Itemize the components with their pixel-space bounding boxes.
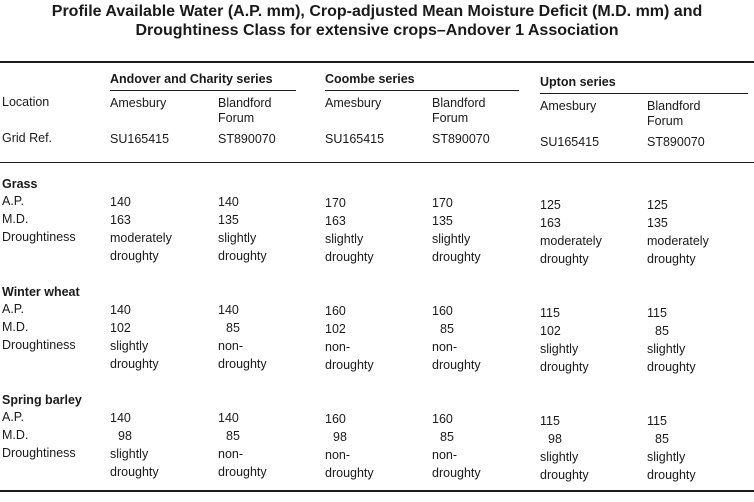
md-value: 98 [118, 429, 132, 443]
ap-value: 140 [110, 303, 131, 317]
md-label: M.D. [2, 320, 29, 334]
md-value: 98 [548, 432, 562, 446]
droughtiness-value: droughty [110, 249, 159, 263]
ap-value: 160 [432, 412, 453, 426]
md-value: 102 [325, 322, 346, 336]
site-grid-ref: SU165415 [110, 132, 170, 146]
site-location: Blandford Forum [218, 96, 272, 125]
droughtiness-value: slightly [110, 339, 149, 353]
droughtiness-value: droughty [325, 466, 374, 480]
ap-value: 125 [647, 198, 668, 212]
ap-value: 140 [110, 195, 131, 209]
droughtiness-value: non- [325, 448, 351, 462]
ap-value: 170 [325, 196, 346, 210]
md-label: M.D. [2, 212, 29, 226]
grid-ref-label: Grid Ref. [2, 131, 53, 145]
crop-name: Grass [2, 177, 38, 191]
droughtiness-value: droughty [110, 465, 159, 479]
md-value: 163 [540, 216, 561, 230]
droughtiness-value: non- [432, 340, 458, 354]
md-value: 135 [432, 214, 453, 228]
site-location: Blandford Forum [647, 99, 701, 128]
title-line-2: Droughtiness Class for extensive crops–Andover 1 Association [135, 22, 619, 39]
droughtiness-value: droughty [325, 250, 374, 264]
series-header: Coombe series [325, 72, 415, 86]
md-value: 98 [333, 430, 347, 444]
droughtiness-value: droughty [218, 357, 267, 371]
md-value: 163 [325, 214, 346, 228]
droughtiness-value: droughty [432, 250, 481, 264]
crop-name: Spring barley [2, 393, 82, 407]
md-label: M.D. [2, 428, 29, 442]
droughtiness-value: moderately [647, 234, 709, 248]
droughtiness-value: non- [218, 339, 244, 353]
site-location: Amesbury [110, 96, 167, 110]
md-value: 135 [218, 213, 239, 227]
droughtiness-value: droughty [647, 252, 696, 266]
md-value: 102 [110, 321, 131, 335]
title-line-1: Profile Available Water (A.P. mm), Crop-adjusted Mean Moisture Deficit (M.D. mm) and [51, 3, 703, 20]
ap-value: 160 [325, 412, 346, 426]
droughtiness-value: droughty [432, 358, 481, 372]
ap-label: A.P. [2, 194, 25, 208]
droughtiness-value: droughty [540, 252, 589, 266]
md-value: 85 [226, 321, 240, 335]
site-grid-ref: SU165415 [325, 132, 385, 146]
ap-label: A.P. [2, 410, 25, 424]
site-grid-ref: SU165415 [540, 135, 600, 149]
site-location: Amesbury [325, 96, 382, 110]
droughtiness-value: droughty [218, 249, 267, 263]
ap-value: 115 [647, 414, 667, 428]
ap-label: A.P. [2, 302, 25, 316]
droughtiness-value: droughty [647, 468, 696, 482]
droughtiness-value: droughty [432, 466, 481, 480]
droughtiness-value: slightly [647, 450, 686, 464]
ap-value: 160 [325, 304, 346, 318]
top-rule [0, 61, 754, 63]
bottom-rule [0, 490, 754, 492]
droughtiness-value: slightly [540, 450, 579, 464]
droughtiness-value: slightly [110, 447, 149, 461]
md-value: 85 [655, 432, 669, 446]
md-value: 163 [110, 213, 131, 227]
ap-value: 140 [218, 411, 239, 425]
series-header: Upton series [540, 75, 616, 89]
site-grid-ref: ST890070 [432, 132, 490, 146]
md-value: 85 [440, 322, 454, 336]
header-rule [0, 162, 754, 163]
droughtiness-label: Droughtiness [2, 446, 76, 460]
ap-value: 140 [218, 195, 239, 209]
ap-value: 115 [540, 414, 560, 428]
droughtiness-value: moderately [540, 234, 602, 248]
ap-value: 115 [540, 306, 560, 320]
droughtiness-value: non- [432, 448, 458, 462]
ap-value: 170 [432, 196, 453, 210]
droughtiness-label: Droughtiness [2, 230, 76, 244]
droughtiness-value: slightly [325, 232, 364, 246]
droughtiness-value: slightly [647, 342, 686, 356]
crop-name: Winter wheat [2, 285, 80, 299]
droughtiness-value: droughty [110, 357, 159, 371]
site-grid-ref: ST890070 [647, 135, 705, 149]
droughtiness-value: droughty [325, 358, 374, 372]
site-grid-ref: ST890070 [218, 132, 276, 146]
series-underline [540, 93, 748, 94]
droughtiness-value: non- [218, 447, 244, 461]
droughtiness-value: droughty [647, 360, 696, 374]
series-header: Andover and Charity series [110, 72, 273, 86]
md-value: 85 [226, 429, 240, 443]
droughtiness-value: slightly [540, 342, 579, 356]
md-value: 135 [647, 216, 668, 230]
ap-value: 115 [647, 306, 667, 320]
md-value: 102 [540, 324, 561, 338]
ap-value: 125 [540, 198, 561, 212]
droughtiness-value: droughty [540, 360, 589, 374]
site-location: Blandford Forum [432, 96, 486, 125]
droughtiness-value: droughty [218, 465, 267, 479]
droughtiness-label: Droughtiness [2, 338, 76, 352]
series-underline [110, 90, 296, 91]
droughtiness-value: slightly [218, 231, 257, 245]
md-value: 85 [655, 324, 669, 338]
droughtiness-value: non- [325, 340, 351, 354]
ap-value: 140 [110, 411, 131, 425]
site-location: Amesbury [540, 99, 597, 113]
ap-value: 140 [218, 303, 239, 317]
droughtiness-value: slightly [432, 232, 471, 246]
location-label: Location [2, 95, 50, 109]
droughtiness-value: moderately [110, 231, 172, 245]
md-value: 85 [440, 430, 454, 444]
droughtiness-value: droughty [540, 468, 589, 482]
ap-value: 160 [432, 304, 453, 318]
series-underline [325, 90, 519, 91]
